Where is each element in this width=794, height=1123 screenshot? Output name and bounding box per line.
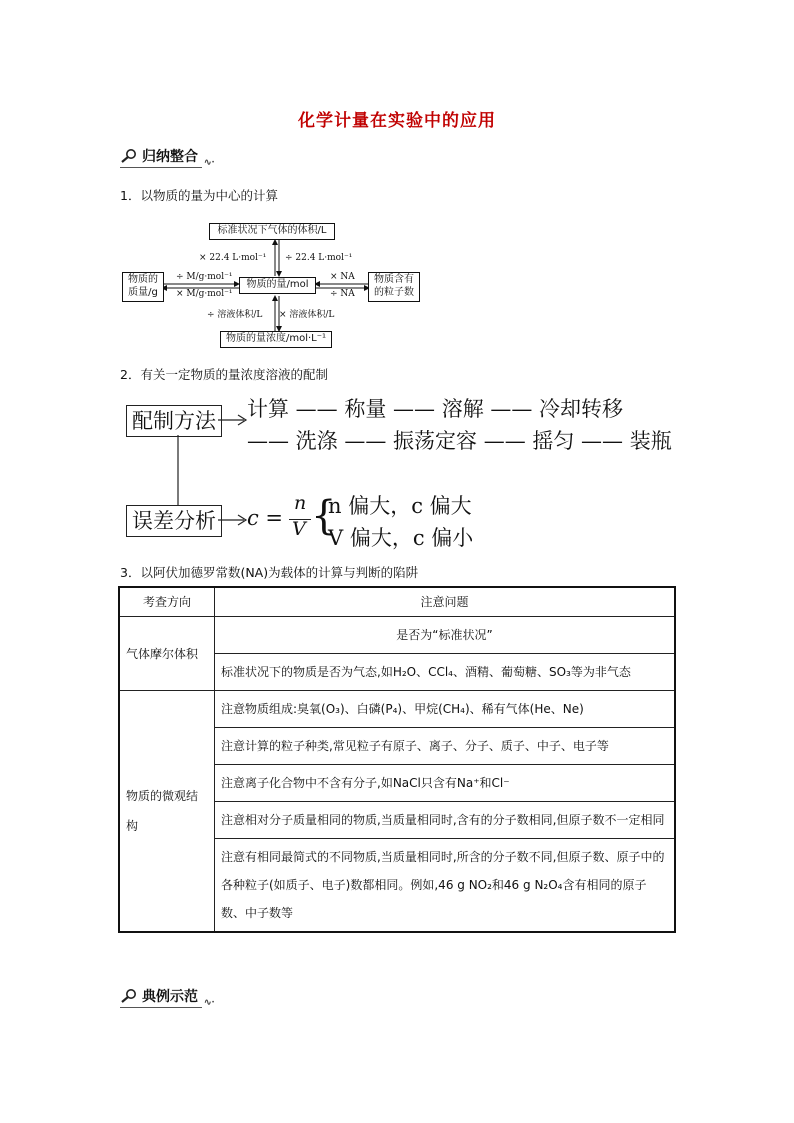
section-header-summary (120, 146, 215, 168)
table-cell: 是否为“标准状况” (215, 617, 676, 654)
header-aspect: 考查方向 (119, 587, 215, 617)
table-row (119, 691, 675, 728)
label-divide-avogadro: ÷ NA (330, 289, 355, 299)
preparation-steps-line2: —— 洗涤 —— 振荡定容 —— 摇匀 —— 装瓶 (247, 429, 672, 453)
magnifier-icon (120, 148, 138, 164)
formula-denominator: V (292, 518, 306, 540)
mass-box-line2: 质量/g (128, 287, 158, 298)
group-label-micro-structure: 物质的微观结构 (119, 691, 215, 933)
preparation-steps-line1: 计算 —— 称量 —— 溶解 —— 冷却转移 (247, 397, 624, 421)
label-times-volume: × 溶液体积/L (279, 310, 335, 320)
table-cell: 注意离子化合物中不含有分子,如NaCl只含有Na⁺和Cl⁻ (215, 765, 676, 802)
mass-box (122, 272, 164, 302)
magnifier-icon (120, 988, 138, 1004)
error-case-2: V 偏大，c 偏小 (328, 526, 474, 550)
table-cell: 注意计算的粒子种类,常见粒子有原子、离子、分子、质子、中子、电子等 (215, 728, 676, 765)
formula-c: c = (247, 506, 284, 530)
section-title: 典例示范 (142, 989, 198, 1005)
mass-box-line1: 物质的 (128, 274, 158, 285)
error-analysis-box: 误差分析 (126, 505, 222, 537)
item-heading-1: 1．以物质的量为中心的计算 (120, 188, 278, 203)
table-cell: 注意有相同最简式的不同物质,当质量相同时,所含的分子数不同,但原子数、原子中的各种粒子(如质子、电子)数都相同。例如,46 g NO₂和46 g N₂O₄含有相同的原子数、中子数等 (215, 839, 676, 933)
table-cell: 注意物质组成:臭氧(O₃)、白磷(P₄)、甲烷(CH₄)、稀有气体(He、Ne) (215, 691, 676, 728)
section-title: 归纳整合 (142, 149, 198, 165)
label-divide-molar-volume: ÷ 22.4 L·mol⁻¹ (285, 253, 353, 263)
particle-box-line2: 的粒子数 (374, 287, 414, 298)
item-heading-2: 2．有关一定物质的量浓度溶液的配制 (120, 367, 328, 382)
section-header-example (120, 986, 215, 1008)
item-heading-3: 3．以阿伏加德罗常数(NA)为载体的计算与判断的陷阱 (120, 565, 419, 580)
decoration-icon: ∿· (204, 158, 215, 168)
label-divide-molar-mass: ÷ M/g·mol⁻¹ (176, 272, 233, 282)
preparation-method-box: 配制方法 (126, 405, 222, 437)
label-divide-volume: ÷ 溶液体积/L (207, 310, 263, 320)
table-cell: 注意相对分子质量相同的物质,当质量相同时,含有的分子数相同,但原子数不一定相同 (215, 802, 676, 839)
error-case-1: n 偏大，c 偏大 (328, 494, 472, 518)
formula-numerator: n (294, 492, 307, 514)
table-header-row (119, 587, 675, 617)
table-cell: 标准状况下的物质是否为气态,如H₂O、CCl₄、酒精、葡萄糖、SO₃等为非气态 (215, 654, 676, 691)
pitfalls-table (118, 586, 676, 933)
label-times-molar-volume: × 22.4 L·mol⁻¹ (199, 253, 267, 263)
particle-box-line1: 物质含有 (374, 274, 414, 285)
particle-box (368, 272, 420, 302)
volume-box: 标准状况下气体的体积/L (209, 223, 335, 240)
brace-icon: { (311, 493, 337, 539)
table-row (119, 617, 675, 654)
concentration-box: 物质的量浓度/mol·L⁻¹ (220, 331, 332, 348)
group-label-molar-volume: 气体摩尔体积 (119, 617, 215, 691)
header-notes: 注意问题 (215, 587, 676, 617)
decoration-icon: ∿· (204, 998, 215, 1008)
label-times-molar-mass: × M/g·mol⁻¹ (176, 289, 233, 299)
page-title: 化学计量在实验中的应用 (298, 111, 496, 131)
moles-box: 物质的量/mol (239, 277, 316, 294)
label-times-avogadro: × NA (330, 272, 355, 282)
